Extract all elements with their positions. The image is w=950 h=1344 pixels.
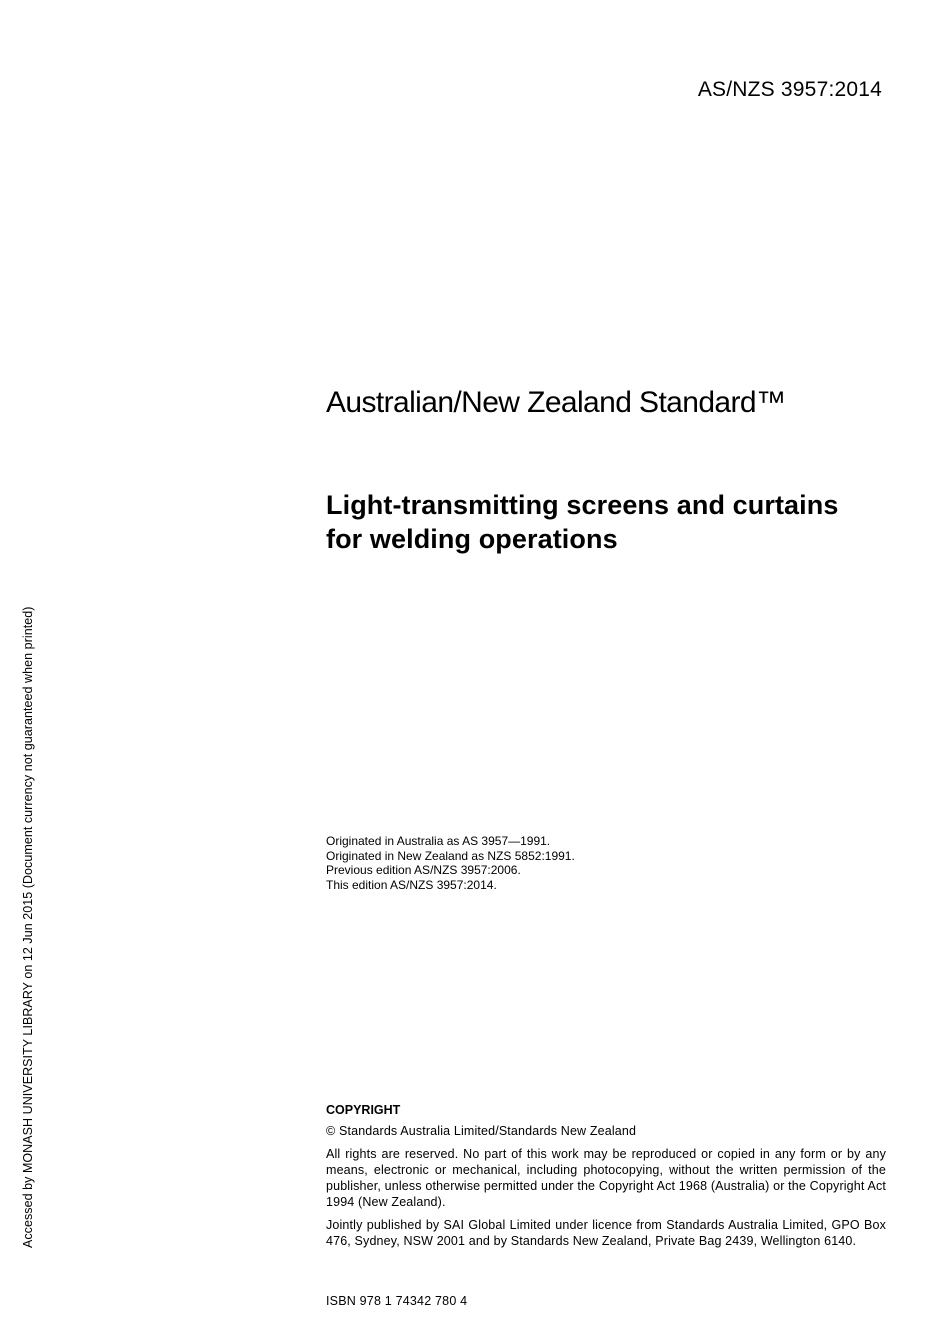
- copyright-section: [326, 1102, 886, 1256]
- document-title-line-1: Light-transmitting screens and curtains: [326, 490, 839, 520]
- copyright-publisher-text: Jointly published by SAI Global Limited under licence from Standards Australia Limited, GPO Box 476, Sydney, NSW 2001 and by Standards New Zealand, Private Bag 2439, Wellington 6140.: [326, 1218, 886, 1248]
- history-item: Originated in New Zealand as NZS 5852:1991.: [326, 848, 575, 863]
- standard-type-heading: Australian/New Zealand Standard™: [326, 386, 786, 419]
- copyright-heading: COPYRIGHT: [326, 1103, 401, 1117]
- copyright-holder: © Standards Australia Limited/Standards New Zealand: [326, 1124, 637, 1138]
- document-title-line-2: for welding operations: [326, 524, 618, 554]
- access-watermark-note: Accessed by MONASH UNIVERSITY LIBRARY on 12 Jun 2015 (Document currency not guaranteed when printed): [21, 606, 35, 1248]
- document-title: [326, 488, 906, 556]
- isbn: ISBN 978 1 74342 780 4: [326, 1294, 468, 1308]
- history-item: Previous edition AS/NZS 3957:2006.: [326, 863, 521, 878]
- standard-number: AS/NZS 3957:2014: [697, 78, 882, 101]
- edition-history: [326, 834, 575, 892]
- history-item: This edition AS/NZS 3957:2014.: [326, 877, 497, 892]
- history-item: Originated in Australia as AS 3957—1991.: [326, 834, 551, 848]
- copyright-rights-text: All rights are reserved. No part of this work may be reproduced or copied in any form or by any means, electronic or mechanical, including photocopying, without the written permission of the publisher, unless otherwise permitted under the Copyright Act 1968 (Australia) or the Copyright Act 1994 (New Zealand).: [326, 1147, 886, 1209]
